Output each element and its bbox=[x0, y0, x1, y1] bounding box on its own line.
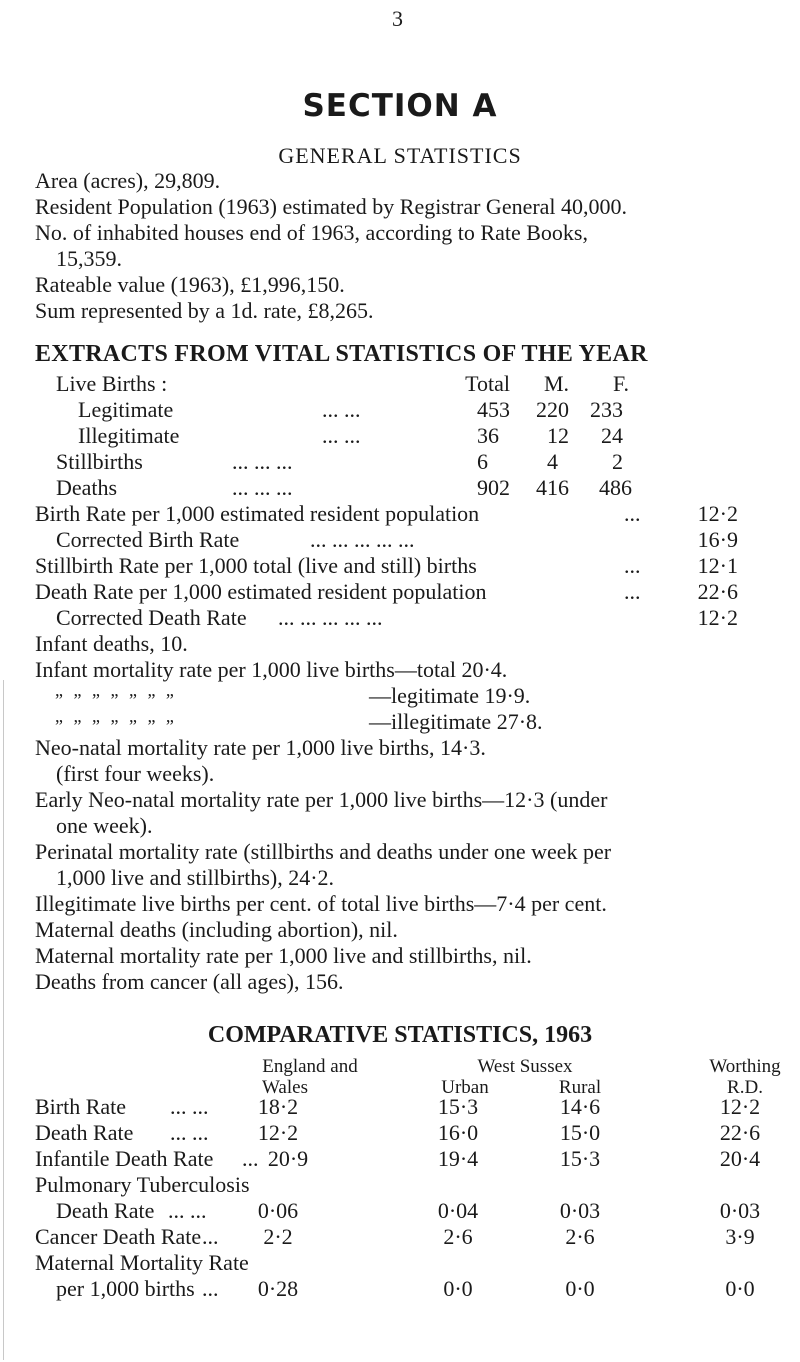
infant-mortality-total: Infant mortality rate per 1,000 live births—total 20·4. bbox=[35, 657, 508, 682]
comp-death-rate-urban: 16·0 bbox=[437, 1120, 479, 1145]
leader-dots: ... ... ... bbox=[232, 449, 293, 474]
ditto-marks: „ „ „ „ „ „ „ bbox=[55, 680, 177, 700]
header-rd: R.D. bbox=[727, 1077, 763, 1098]
stillbirths-female: 2 bbox=[612, 449, 623, 474]
perinatal-rate: Perinatal mortality rate (stillbirths and deaths under one week per bbox=[35, 839, 612, 864]
stillbirth-rate-value: 12·1 bbox=[697, 553, 738, 578]
area-line: Area (acres), 29,809. bbox=[35, 168, 221, 193]
stillbirths-total: 6 bbox=[477, 449, 488, 474]
neonatal-note: (first four weeks). bbox=[56, 761, 215, 786]
stillbirths-label: Stillbirths bbox=[56, 449, 143, 474]
comp-tb-urban: 0·04 bbox=[437, 1198, 479, 1223]
death-rate-value: 22·6 bbox=[697, 579, 738, 604]
deaths-total: 902 bbox=[477, 475, 510, 500]
header-wales: Wales bbox=[262, 1077, 308, 1098]
birth-rate-label: Birth Rate per 1,000 estimated resident population bbox=[35, 501, 480, 526]
leader-dots: ... ... bbox=[322, 397, 361, 422]
comp-birth-rate-urban: 15·3 bbox=[437, 1094, 479, 1119]
leader-dots: ... bbox=[202, 1224, 219, 1249]
houses-line-cont: 15,359. bbox=[56, 246, 122, 271]
stillbirths-male: 4 bbox=[547, 449, 558, 474]
comp-birth-rate-worthing: 12·2 bbox=[719, 1094, 761, 1119]
live-births-label: Live Births : bbox=[56, 371, 168, 396]
legitimate-female: 233 bbox=[590, 397, 623, 422]
leader-dots: ... bbox=[242, 1146, 259, 1171]
comp-maternal-ew: 0·28 bbox=[257, 1276, 299, 1301]
penny-rate-line: Sum represented by a 1d. rate, £8,265. bbox=[35, 298, 374, 323]
comp-infantile-worthing: 20·4 bbox=[719, 1146, 761, 1171]
comp-infantile-label: Infantile Death Rate bbox=[35, 1146, 214, 1171]
comp-cancer-ew: 2·2 bbox=[263, 1224, 293, 1249]
illegitimate-total: 36 bbox=[477, 423, 499, 448]
illegitimate-label: Illegitimate bbox=[78, 423, 180, 448]
comp-death-rate-label: Death Rate bbox=[35, 1120, 134, 1145]
leader-dots: ... ... ... bbox=[232, 475, 293, 500]
leader-dots: ... ... bbox=[170, 1120, 209, 1145]
deaths-label: Deaths bbox=[56, 475, 118, 500]
comp-birth-rate-rural: 14·6 bbox=[559, 1094, 601, 1119]
stillbirth-rate-label: Stillbirth Rate per 1,000 total (live and still) births bbox=[35, 553, 477, 578]
leader-dots: ... ... bbox=[170, 1094, 209, 1119]
rateable-value-line: Rateable value (1963), £1,996,150. bbox=[35, 272, 345, 297]
infant-mortality-legitimate: —legitimate 19·9. bbox=[369, 683, 531, 708]
maternal-deaths: Maternal deaths (including abortion), nil. bbox=[35, 917, 398, 942]
header-rural: Rural bbox=[558, 1077, 602, 1098]
comp-cancer-worthing: 3·9 bbox=[725, 1224, 755, 1249]
comp-cancer-rural: 2·6 bbox=[565, 1224, 595, 1249]
col-female-header: F. bbox=[613, 371, 629, 396]
deaths-male: 416 bbox=[536, 475, 569, 500]
section-title: SECTION A bbox=[302, 88, 498, 124]
infant-mortality-illegitimate: —illegitimate 27·8. bbox=[369, 709, 543, 734]
header-urban: Urban bbox=[441, 1077, 489, 1098]
perinatal-note: 1,000 live and stillbirths), 24·2. bbox=[56, 865, 335, 890]
infant-deaths: Infant deaths, 10. bbox=[35, 631, 188, 656]
early-neonatal-rate: Early Neo-natal mortality rate per 1,000 live births—12·3 (under bbox=[35, 787, 608, 812]
col-male-header: M. bbox=[543, 371, 569, 396]
birth-rate-value: 12·2 bbox=[697, 501, 738, 526]
corrected-death-rate-label: Corrected Death Rate bbox=[56, 605, 247, 630]
comp-infantile-urban: 19·4 bbox=[437, 1146, 479, 1171]
cancer-deaths: Deaths from cancer (all ages), 156. bbox=[35, 969, 344, 994]
general-heading: GENERAL STATISTICS bbox=[278, 143, 522, 168]
comparative-heading: COMPARATIVE STATISTICS, 1963 bbox=[207, 1022, 593, 1048]
leader-dots: ... ... bbox=[322, 423, 361, 448]
death-rate-label: Death Rate per 1,000 estimated resident population bbox=[35, 579, 487, 604]
page-number: 3 bbox=[392, 6, 403, 31]
col-total-header: Total bbox=[465, 371, 510, 396]
comp-maternal-rural: 0·0 bbox=[565, 1276, 595, 1301]
comp-tb-label-cont: Death Rate bbox=[56, 1198, 155, 1223]
legitimate-label: Legitimate bbox=[78, 397, 174, 422]
page-edge-line bbox=[3, 680, 4, 1360]
corrected-birth-rate-value: 16·9 bbox=[697, 527, 738, 552]
header-england-wales: England and bbox=[262, 1056, 358, 1077]
leader-dots: ... bbox=[624, 501, 641, 526]
corrected-death-rate-value: 12·2 bbox=[697, 605, 738, 630]
houses-line: No. of inhabited houses end of 1963, according to Rate Books, bbox=[35, 220, 588, 245]
deaths-female: 486 bbox=[599, 475, 632, 500]
leader-dots: ... bbox=[202, 1276, 219, 1301]
comp-tb-rural: 0·03 bbox=[559, 1198, 601, 1223]
header-worthing: Worthing bbox=[709, 1056, 781, 1077]
leader-dots: ... bbox=[624, 553, 641, 578]
illegitimate-female: 24 bbox=[601, 423, 623, 448]
comp-birth-rate-label: Birth Rate bbox=[35, 1094, 127, 1119]
comp-maternal-worthing: 0·0 bbox=[725, 1276, 755, 1301]
comp-maternal-label: Maternal Mortality Rate bbox=[35, 1250, 249, 1275]
comp-death-rate-ew: 12·2 bbox=[257, 1120, 299, 1145]
illegitimate-percent: Illegitimate live births per cent. of total live births—7·4 per cent. bbox=[35, 891, 607, 916]
ditto-marks: „ „ „ „ „ „ „ bbox=[55, 706, 177, 726]
legitimate-male: 220 bbox=[536, 397, 569, 422]
comp-death-rate-worthing: 22·6 bbox=[719, 1120, 761, 1145]
comp-tb-ew: 0·06 bbox=[257, 1198, 299, 1223]
comp-tb-worthing: 0·03 bbox=[719, 1198, 761, 1223]
corrected-birth-rate-label: Corrected Birth Rate bbox=[56, 527, 240, 552]
comp-birth-rate-ew: 18·2 bbox=[257, 1094, 299, 1119]
comp-cancer-urban: 2·6 bbox=[443, 1224, 473, 1249]
leader-dots: ... bbox=[624, 579, 641, 604]
neonatal-rate: Neo-natal mortality rate per 1,000 live births, 14·3. bbox=[35, 735, 486, 760]
population-line: Resident Population (1963) estimated by Registrar General 40,000. bbox=[35, 194, 628, 219]
comp-maternal-label-cont: per 1,000 births bbox=[56, 1276, 195, 1301]
comp-cancer-label: Cancer Death Rate bbox=[35, 1224, 202, 1249]
header-west-sussex: West Sussex bbox=[477, 1056, 573, 1077]
extracts-heading: EXTRACTS FROM VITAL STATISTICS OF THE YEAR bbox=[35, 341, 648, 367]
leader-dots: ... ... ... ... ... bbox=[310, 527, 415, 552]
legitimate-total: 453 bbox=[477, 397, 510, 422]
maternal-mortality-rate: Maternal mortality rate per 1,000 live and stillbirths, nil. bbox=[35, 943, 532, 968]
leader-dots: ... ... ... ... ... bbox=[278, 605, 383, 630]
comp-maternal-urban: 0·0 bbox=[443, 1276, 473, 1301]
comp-tb-label: Pulmonary Tuberculosis bbox=[35, 1172, 250, 1197]
comp-infantile-rural: 15·3 bbox=[559, 1146, 601, 1171]
leader-dots: ... ... bbox=[168, 1198, 207, 1223]
comp-infantile-ew: 20·9 bbox=[267, 1146, 309, 1171]
comp-death-rate-rural: 15·0 bbox=[559, 1120, 601, 1145]
illegitimate-male: 12 bbox=[547, 423, 569, 448]
early-neonatal-note: one week). bbox=[56, 813, 153, 838]
